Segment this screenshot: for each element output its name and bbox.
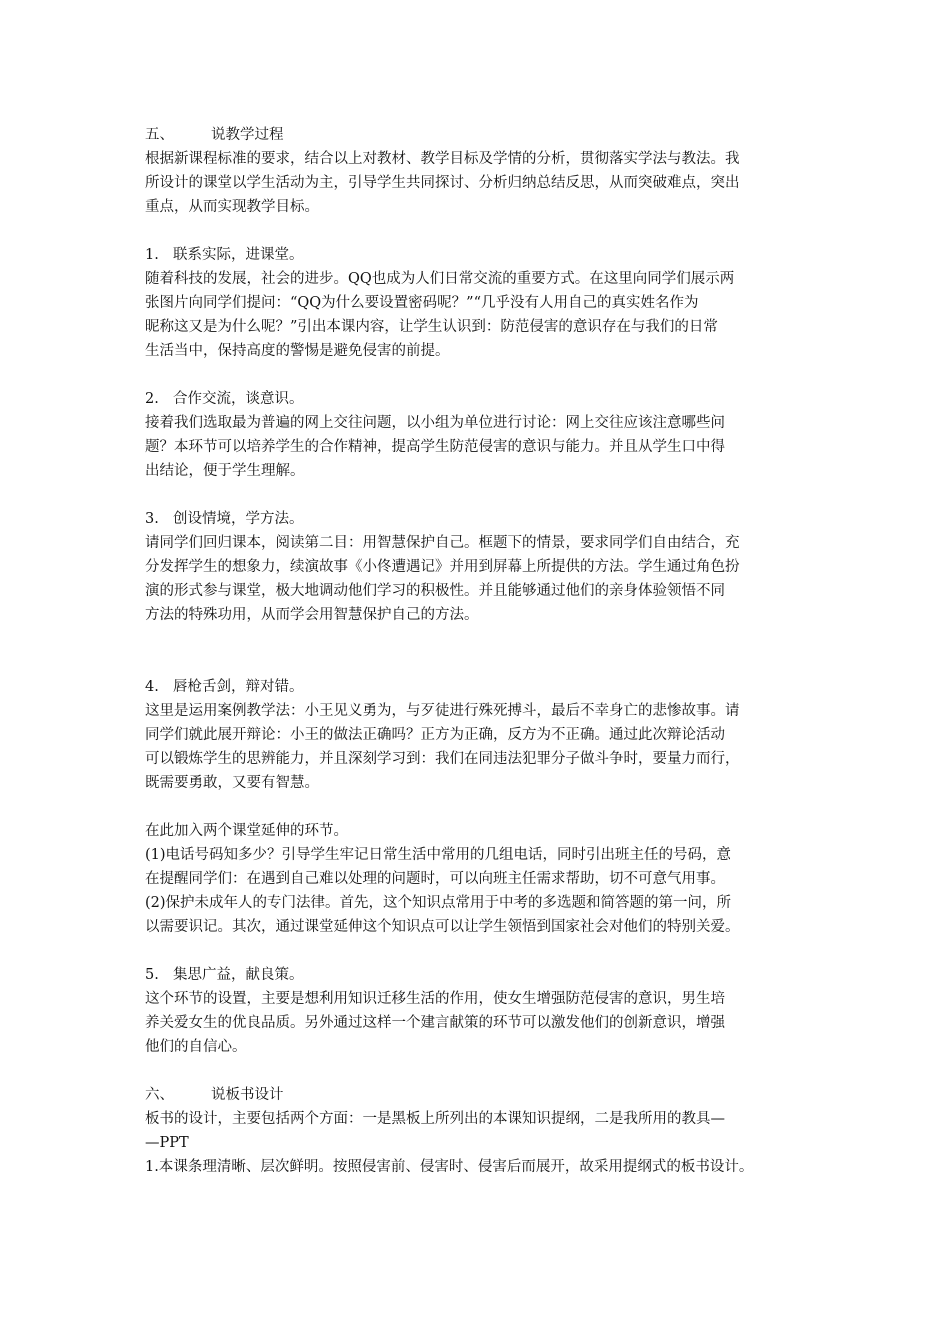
paragraph-line: 这个环节的设置，主要是想利用知识迁移生活的作用，使女生增强防范侵害的意识，男生培 — [145, 991, 725, 1007]
item-title: 集思广益，献良策。 — [173, 967, 304, 983]
paragraph-line: 演的形式参与课堂，极大地调动他们学习的积极性。并且能够通过他们的亲身体验领悟不同 — [145, 583, 725, 599]
paragraph-line: 生活当中，保持高度的警惕是避免侵害的前提。 — [145, 343, 450, 359]
paragraph-line: 昵称这又是为什么呢？”引出本课内容，让学生认识到：防范侵害的意识存在与我们的日常 — [145, 319, 718, 335]
paragraph-line: 同学们就此展开辩论：小王的做法正确吗？正方为正确，反方为不正确。通过此次辩论活动 — [145, 727, 725, 743]
spacer — [145, 483, 815, 507]
item-number: 2. — [145, 391, 159, 407]
item-heading-2 — [145, 387, 815, 411]
paragraph-line: 板书的设计，主要包括两个方面：一是黑板上所列出的本课知识提纲，二是我所用的教具— — [145, 1111, 725, 1127]
paragraph-line: 在提醒同学们：在遇到自己难以处理的问题时，可以向班主任需求帮助，切不可意气用事。 — [145, 871, 725, 887]
paragraph-line: 这里是运用案例教学法：小王见义勇为，与歹徒进行殊死搏斗，最后不幸身亡的悲惨故事。请 — [145, 703, 740, 719]
item-heading-5 — [145, 963, 815, 987]
paragraph-line: 以需要识记。其次，通过课堂延伸这个知识点可以让学生领悟到国家社会对他们的特别关爱。 — [145, 919, 740, 935]
paragraph-line: 他们的自信心。 — [145, 1039, 247, 1055]
paragraph-line: 所设计的课堂以学生活动为主，引导学生共同探讨、分析归纳总结反思，从而突破难点，突出 — [145, 175, 740, 191]
section-number: 五、 — [145, 127, 174, 143]
paragraph-line: 1.本课条理清晰、层次鲜明。按照侵害前、侵害时、侵害后而展开，故采用提纲式的板书设计。 — [145, 1159, 754, 1175]
spacer — [145, 939, 815, 963]
paragraph-line: 可以锻炼学生的思辨能力，并且深刻学习到：我们在同违法犯罪分子做斗争时，要量力而行， — [145, 751, 740, 767]
spacer — [145, 627, 815, 675]
item-title: 联系实际，进课堂。 — [173, 247, 304, 263]
item-number: 4. — [145, 679, 159, 695]
document-body — [145, 123, 815, 1179]
spacer — [145, 795, 815, 819]
paragraph-line: 在此加入两个课堂延伸的环节。 — [145, 823, 348, 839]
paragraph-line: (2)保护未成年人的专门法律。首先，这个知识点常用于中考的多选题和简答题的第一问，所 — [145, 895, 732, 911]
paragraph-line: 出结论，便于学生理解。 — [145, 463, 305, 479]
section-number: 六、 — [145, 1087, 174, 1103]
item-title: 创设情境，学方法。 — [173, 511, 304, 527]
item-heading-4 — [145, 675, 815, 699]
paragraph-line: 根据新课程标准的要求，结合以上对教材、教学目标及学情的分析，贯彻落实学法与教法。我 — [145, 151, 740, 167]
spacer — [145, 1059, 815, 1083]
paragraph-line: 张图片向同学们提问：“QQ为什么要设置密码呢？”“几乎没有人用自己的真实姓名作为 — [145, 295, 699, 311]
item-number: 5. — [145, 967, 159, 983]
paragraph-line: 方法的特殊功用，从而学会用智慧保护自己的方法。 — [145, 607, 479, 623]
paragraph-line: 养关爱女生的优良品质。另外通过这样一个建言献策的环节可以激发他们的创新意识，增强 — [145, 1015, 725, 1031]
item-heading-3 — [145, 507, 815, 531]
paragraph-line: 重点，从而实现教学目标。 — [145, 199, 319, 215]
paragraph-line: 随着科技的发展，社会的进步。QQ也成为人们日常交流的重要方式。在这里向同学们展示两 — [145, 271, 735, 287]
paragraph-line: 分发挥学生的想象力，续演故事《小佟遭遇记》并用到屏幕上所提供的方法。学生通过角色扮 — [145, 559, 740, 575]
item-heading-1 — [145, 243, 815, 267]
spacer — [145, 219, 815, 243]
item-number: 3. — [145, 511, 159, 527]
item-number: 1. — [145, 247, 159, 263]
paragraph-line: 接着我们选取最为普遍的网上交往问题，以小组为单位进行讨论：网上交往应该注意哪些问 — [145, 415, 725, 431]
item-title: 合作交流，谈意识。 — [173, 391, 304, 407]
paragraph-line: 请同学们回归课本，阅读第二目：用智慧保护自己。框题下的情景，要求同学们自由结合，充 — [145, 535, 740, 551]
paragraph-line: —PPT — [145, 1135, 189, 1151]
paragraph-line: 题？本环节可以培养学生的合作精神，提高学生防范侵害的意识与能力。并且从学生口中得 — [145, 439, 725, 455]
section-title: 说板书设计 — [211, 1087, 284, 1103]
paragraph-line: 既需要勇敢，又要有智慧。 — [145, 775, 319, 791]
spacer — [145, 363, 815, 387]
section-heading-5 — [145, 123, 815, 147]
section-heading-6 — [145, 1083, 815, 1107]
paragraph-line: (1)电话号码知多少？引导学生牢记日常生活中常用的几组电话，同时引出班主任的号码，意 — [145, 847, 732, 863]
section-title: 说教学过程 — [211, 127, 284, 143]
item-title: 唇枪舌剑，辩对错。 — [173, 679, 304, 695]
